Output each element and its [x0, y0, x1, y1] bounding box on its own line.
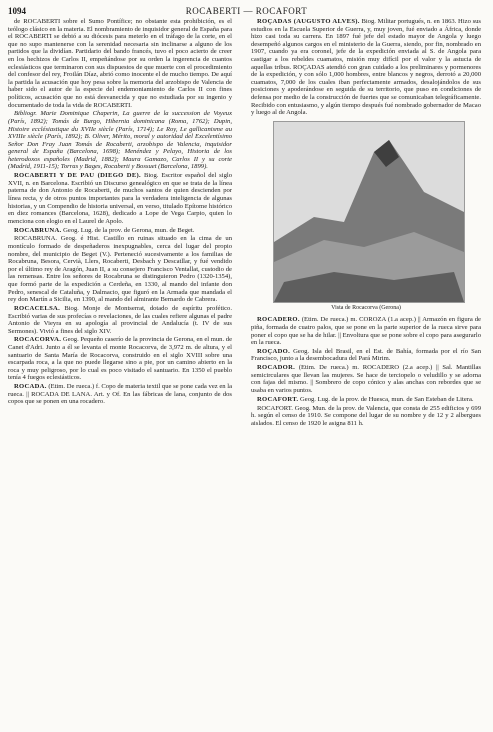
entry-body: (Etim. De rueca.) m. ROCADERO (2.a acep.) || Sal. Mantillas semicirculares que llevan las mujeres. Se hace de terciopelo o veludillo y se adorna con fajas del mismo. || Sombrero de copo cónico y alas anchas con rebordes que se usaba en varios puntos.: [251, 364, 481, 395]
entry-body: (Etim. De rueca.) f. Copo de materia textil que se pone cada vez en la rueca. || ROCADA DE LANA. Art. y Of. En las fábricas de lana, conjunto de dos copos que se ponen en una rocadero.: [8, 383, 233, 406]
entry-rocado: [251, 348, 481, 363]
entry-rocadero: [251, 316, 481, 346]
entry-head: ROCADERO.: [257, 316, 300, 324]
entry-head: ROÇADAS (AUGUSTO ALVES).: [257, 18, 360, 25]
rocacorva-photo: [273, 121, 465, 303]
entry-rocada: [8, 383, 232, 406]
left-column: [8, 18, 232, 407]
entry-head: ROCABERTI Y DE PAU (DIEGO DE).: [14, 172, 141, 180]
entry-rocabruna-castle: ROCABRUNA. Geog. é Hist. Castillo en ruinas situado en la cima de un montículo formado de despeñaderos inexpugnables, cerca del lugar del propio nombre, del municipio de Beget (V.). Perteneció sucesivamente a los familias de Rocabruna, Besora, Cervià, Llers, Rocaberti, Desbach y Descatllar, y fué vendido por el último rey de Aragón, Juan II, a su consejero Francisco Ventallat, custodio de las remensas. Entre los señores de Rocabruna se distinguieron Pedro (1320-1354), que formó parte de la expedición a Cerdeña, en 1330, al mando del infante don Pedro, senescal de Cataluña, y Dalmacio, que figuró en la Armada que mandada el rey don Martín a Sicilia, en 1390, al mando del almirante Bernardo de Cabrera.: [8, 235, 232, 304]
entry-rocafort-valencia: ROCAFORT. Geog. Mun. de la prov. de Valencia, que consta de 255 edificios y 699 h. según el censo de 1910. Se compone del lugar de su nombre y de 12 y 2 albergues aislados. El censo de 1920 le asigna 811 h.: [251, 404, 481, 427]
entry-body: (Etim. De rueca.) m. COROZA (1.a acep.) || Armazón en figura de piña, formada de cuatro palos, que se pone en la parte superior de la rueca sirve para poner el copo que se ha de hilar. || Envoltura que se pone sobre el copo para asegurarlo en la rueca.: [251, 316, 481, 347]
entry-rocacelsa: [8, 305, 232, 335]
entry-rocafort: [251, 396, 481, 404]
entry-rocabruna: [8, 227, 232, 235]
entry-head: ROCACORVA.: [14, 336, 62, 344]
entry-head: ROCAFORT.: [257, 395, 299, 403]
entry-rocaberti-y-de-pau: [8, 172, 232, 225]
entry-body: Geog. Lug. de la prov. de Huesca, mun. de San Esteban de Litera.: [300, 395, 474, 403]
entry-body: Geog. Lug. de la prov. de Gerona, mun. de Beget.: [63, 226, 195, 234]
page-number: 1094: [8, 6, 26, 16]
entry-rocacorva: [8, 336, 232, 382]
entry-body: Biog. Militar portugués, n. en 1863. Hizo sus estudios en la Escuela Superior de Guerra, y, muy joven, fué enviado a África, donde hizo casi toda su carrera. En 1897 fué jefe del estado mayor de Angola y luego desempeñó algunos cargos en el ministerio de la Guerra, siendo, por fin, nombrado en 1907, cuando ya era coronel, jefe de la expedición enviada al S. de Angola para castigar a los rebeldes cuamatos, misión muy difícil por el valor y la astucia de aquellas tribus. ROÇADAS atendió con gran cuidado a los preliminares y pormenores de la expedición, y con sólo 1,000 hombres, entre blancos y negros, derrotó a 20,000 cuamatos, 7,000 de los cuales iban perfectamente armados, desalojándolos de sus posiciones y apoderándose en seguida de su territorio, que puso en condiciones de defensa por medio de la construcción de fuertes que se comunicaban telegráficamente. Recibido con entusiasmo, y algún tiempo después fué nombrado gobernador de Macao y luego al de Angola.: [251, 18, 481, 117]
entry-body: Geog. Isla del Brasil, en el Est. de Bahía, formada por el río San Francisco, junto a la desembocadura del Pará Mirim.: [251, 347, 481, 363]
entry-body: Geog. Pequeño caserío de la provincia de Gerona, en el mun. de Canet d'Adri. Junto a él se levanta el monte Rocacorva, de 3,972 m. de altura, y el santuario de Santa María de Rocacorva, construido en el siglo XVIII sobre una escarpada roca, a la que no puede llegarse sino a pie, por un camino abierto en la roca y muy peligroso, por lo cual es poco visitado el santuario. En 1350 el pueblo tenía 4 fuegos eclesiásticos.: [8, 336, 232, 382]
mountain-illustration: [274, 122, 464, 302]
entry-rocadas: [251, 18, 481, 117]
entry-head: ROÇADO.: [257, 347, 291, 355]
right-column: [251, 18, 481, 429]
entry-body: Biog. Monje de Montserrat, dotado de espíritu profético. Escribió varias de sus profecías o revelaciones, de las cuales refiere algunas el padre Antonio de Vieyra en su apología al provincial de Andalucía (t. IV de sus Sermones). Vivió a fines del siglo XIV.: [8, 304, 232, 335]
entry-head: ROCADA.: [14, 383, 47, 391]
figure-caption: Vista de Rocacorva (Gerona): [331, 304, 401, 311]
running-title: ROCABERTI — ROCAFORT: [185, 6, 308, 16]
entry-head: ROCADOR.: [257, 364, 296, 372]
entry-rocador: [251, 364, 481, 394]
entry-head: ROCACELSA.: [14, 304, 61, 312]
entry-head: ROCABRUNA.: [14, 226, 62, 234]
paragraph-biblio: Bibliogr. Marie Dominique Chaperin, La guerre de la succession de Voyeux (París, 1892); Tomás de Burgo, Hibernia dominicana (Roma, 1762); Dupin, Histoire ecclésiastique du XVIIe siècle (París, 1714); Le Roy, Le gallicanisme au XVIIIe siècle (París, 1892); B. Oliver, Mérito, moral y autoridad del Excelentísimo Señor Don Fray Juan Tomás de Rocaberti, arzobispo de Valencia, inquisidor general de España (Barcelona, 1698); Menéndez y Pelayo, Historia de los heterodoxos españoles (Madrid, 1882); Maura Gamazo, Carlos II y su corte (Madrid, 1911-15); Torras y Bages, Rocaberti y Bossuet (Barcelona, 1899).: [8, 110, 232, 171]
paragraph-intro: de ROCABERTI sobre el Sumo Pontífice; no obstante esta prohibición, es el teólogo clásico en la materia. El nombramiento de inquisidor general de España para el ROCABERTI se debió a su diócesis para meterlo en el tráfago de la corte, en el que no supo mantenerse con la serenidad necesaria sin inclinarse a alguno de los partidos que la dividían. Partidario del bando francés, tuvo el poco acierto de creer en los hechizos de Carlos II, empeñándose por su orden la ingerencia de cuantos eclesiásticos que terminaron con sus dispuestos de que muerte con el procedimiento del confesor del rey, Froilán Díaz, abrió como inocente el de mucho tiempo. De aquí la partida la acusación que hoy pesa sobre la memoria del arzobispo de Valencia de haber sido el autor de la especie del endemoniamiento de Carlos II con fines políticos, acusación que no está desvanecida y que no estudiada por su ingenio y documentado de toda la vida de ROCABERTI.: [8, 18, 232, 109]
entry-body: Biog. Escritor español del siglo XVII, n. en Barcelona. Escribió un Discurso genealógico en que se trata de la línea paterna de don Antonio de Rocaberti, de muchos santos de quien descienden por línea recta, y de otros puntos importantes para la verdadera inteligencia de algunas historias, y un Compendio de historia universal, en verso, titulado Epítome histórico en diez romances (Barcelona, 1628), dedicado a Lope de Vega Carpio, quien lo menciona con elogio en el Laurel de Apolo.: [8, 172, 232, 225]
